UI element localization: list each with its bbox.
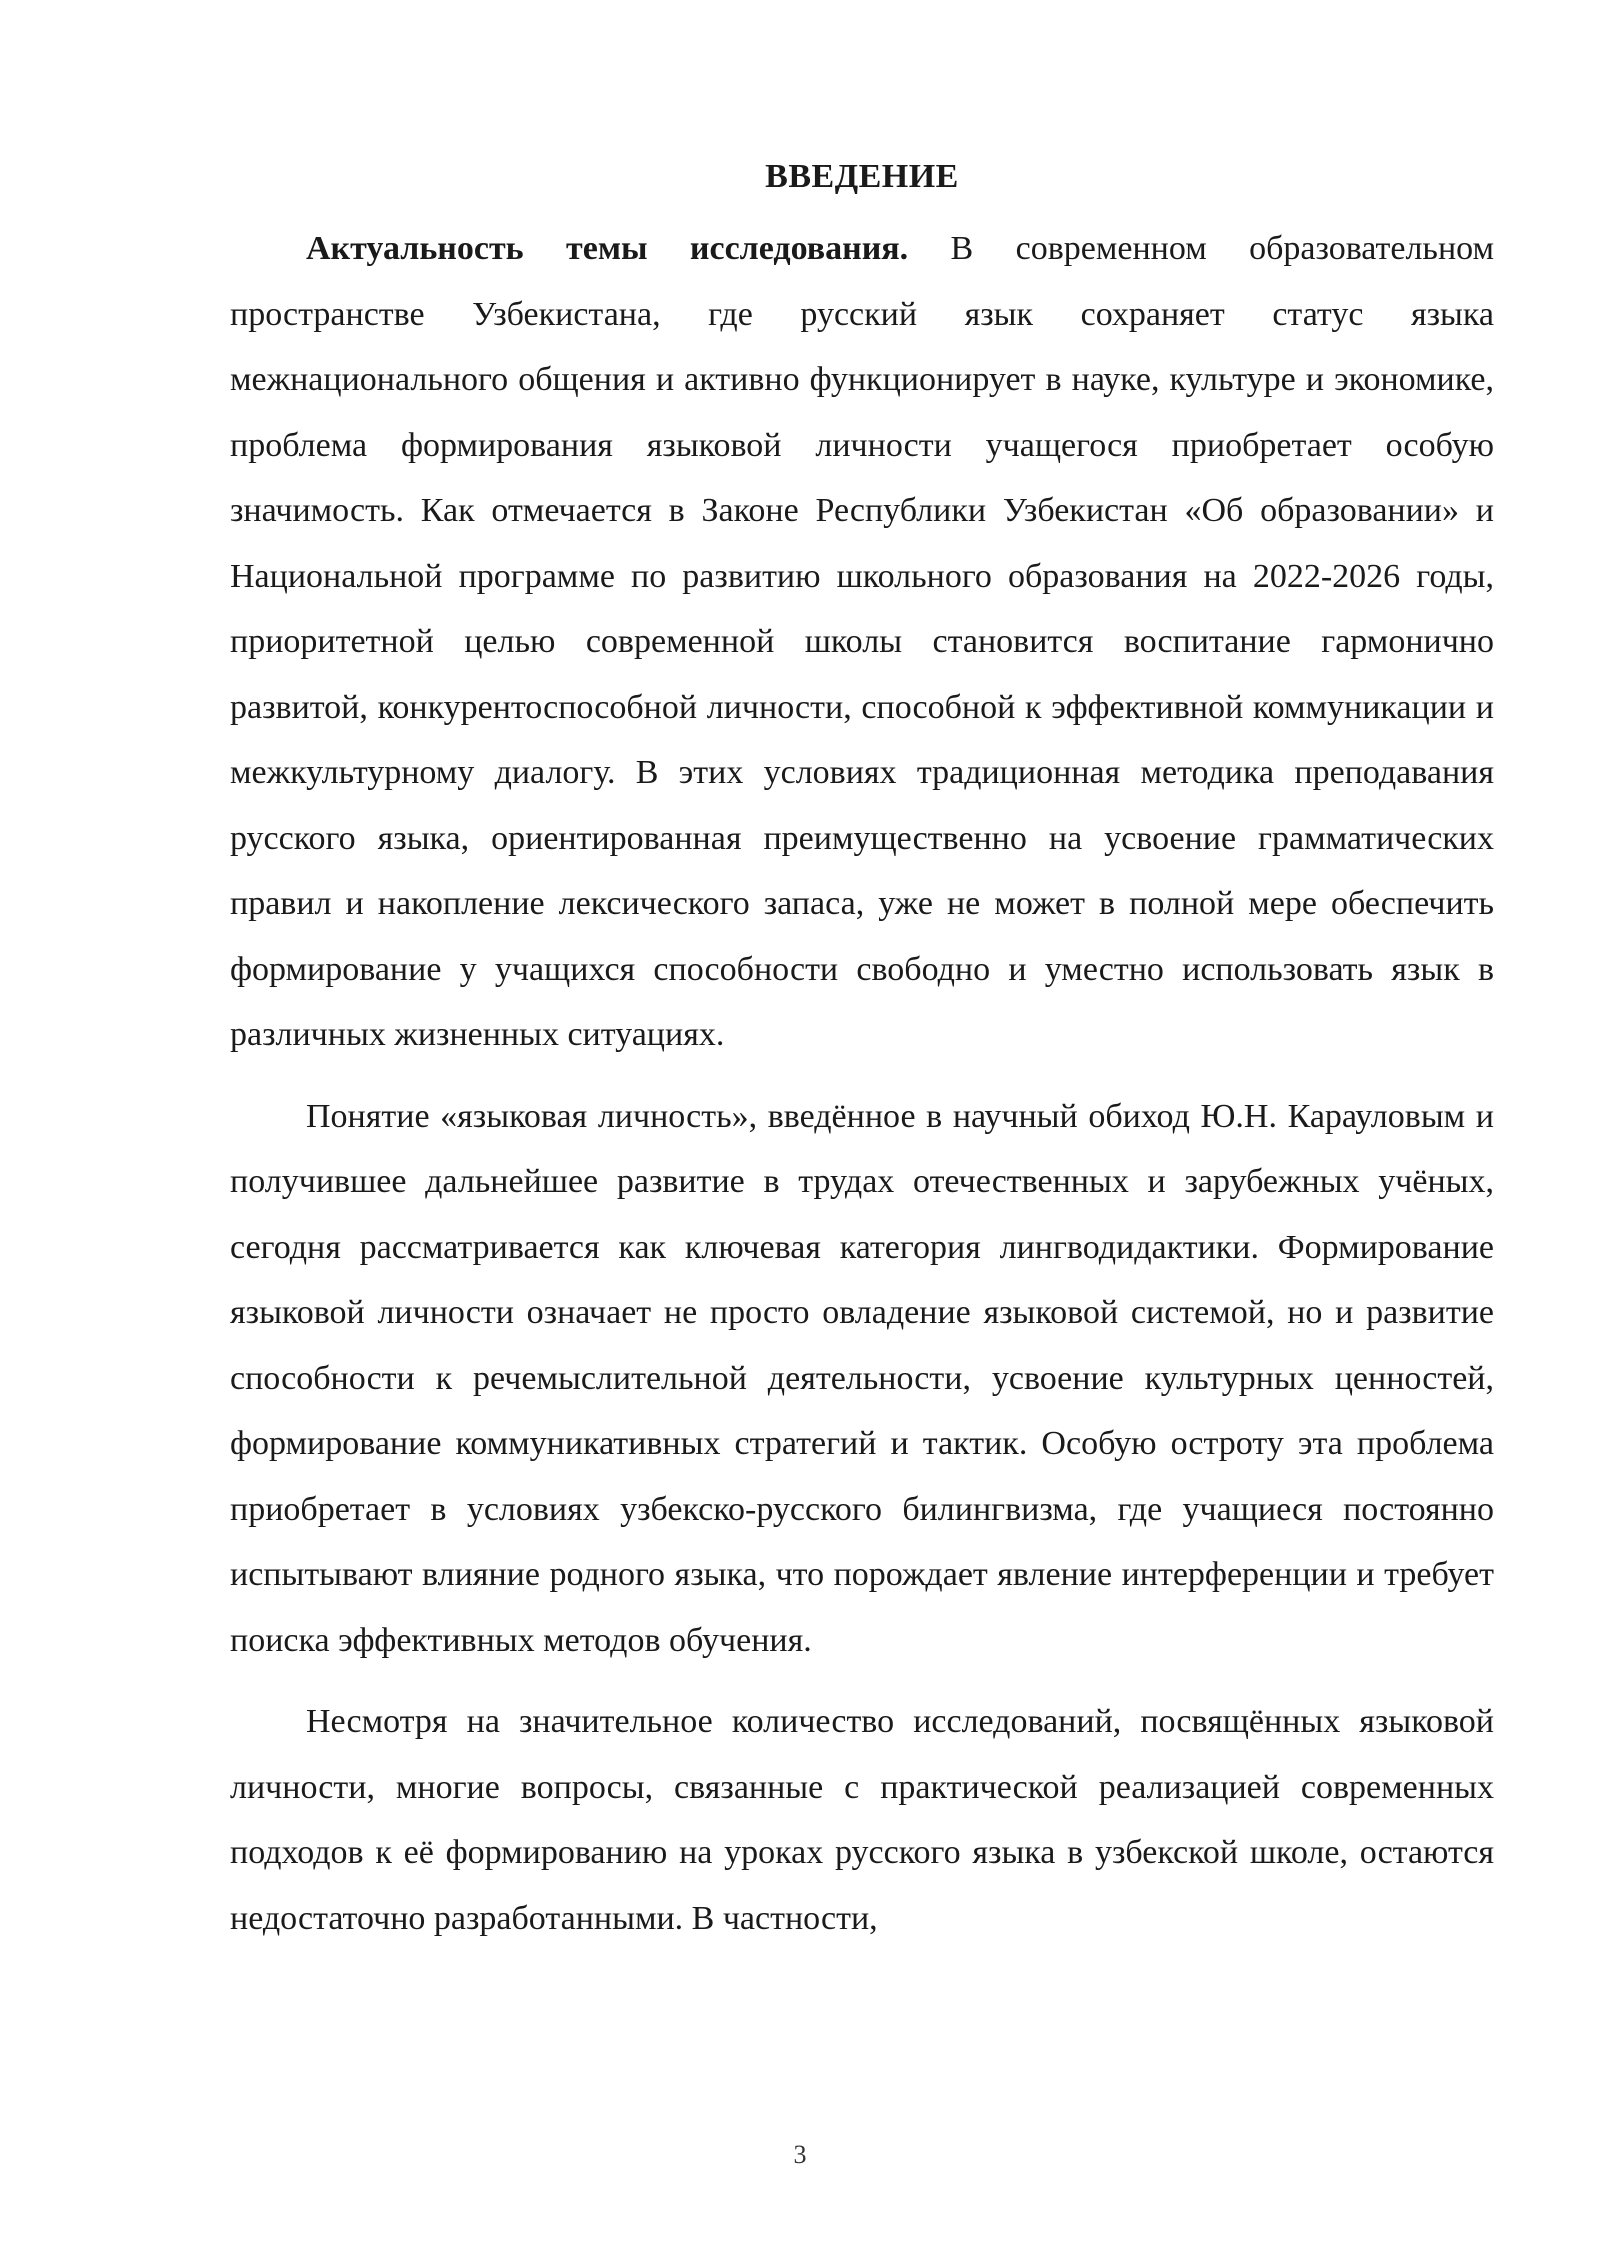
page-content [230, 150, 1494, 1967]
paragraph-research-gap [230, 1689, 1494, 1951]
paragraph-text: В современном образовательном пространстве Узбекистана, где русский язык сохраняет статус языка межнационального общения и активно функционирует в науке, культуре и экономике, проблема формирования языковой личности учащегося приобретает особую значимость. Как отмечается в Законе Республики Узбекистан «Об образовании» и Национальной программе по развитию школьного образования на 2022-2026 годы, приоритетной целью современной школы становится воспитание гармонично развитой, конкурентоспособной личности, способной к эффективной коммуникации и межкультурному диалогу. В этих условиях традиционная методика преподавания русского языка, ориентированная преимущественно на усвоение грамматических правил и накопление лексического запаса, уже не может в полной мере обеспечить формирование у учащихся способности свободно и уместно использовать язык в различных жизненных ситуациях. [230, 230, 1495, 1053]
paragraph-lead: Актуальность темы исследования. [306, 230, 909, 267]
paragraph-text: Несмотря на значительное количество исследований, посвящённых языковой личности, многие вопросы, связанные с практической реализацией современных подходов к её формированию на уроках русского языка в узбекской школе, остаются недостаточно разработанными. В частности, [230, 1703, 1494, 1937]
paragraph-text: Понятие «языковая личность», введённое в научный обиход Ю.Н. Карауловым и получившее дальнейшее развитие в трудах отечественных и зарубежных учёных, сегодня рассматривается как ключевая категория лингводидактики. Формирование языковой личности означает не просто овладение языковой системой, но и развитие способности к речемыслительной деятельности, усвоение культурных ценностей, формирование коммуникативных стратегий и тактик. Особую остроту эта проблема приобретает в условиях узбекско-русского билингвизма, где учащиеся постоянно испытывают влияние родного языка, что порождает явление интерференции и требует поиска эффективных методов обучения. [230, 1097, 1494, 1659]
section-heading: ВВЕДЕНИЕ [765, 158, 959, 195]
page-number: 3 [793, 2140, 807, 2169]
paragraph-relevance [230, 216, 1494, 1068]
paragraph-concept [230, 1084, 1494, 1674]
